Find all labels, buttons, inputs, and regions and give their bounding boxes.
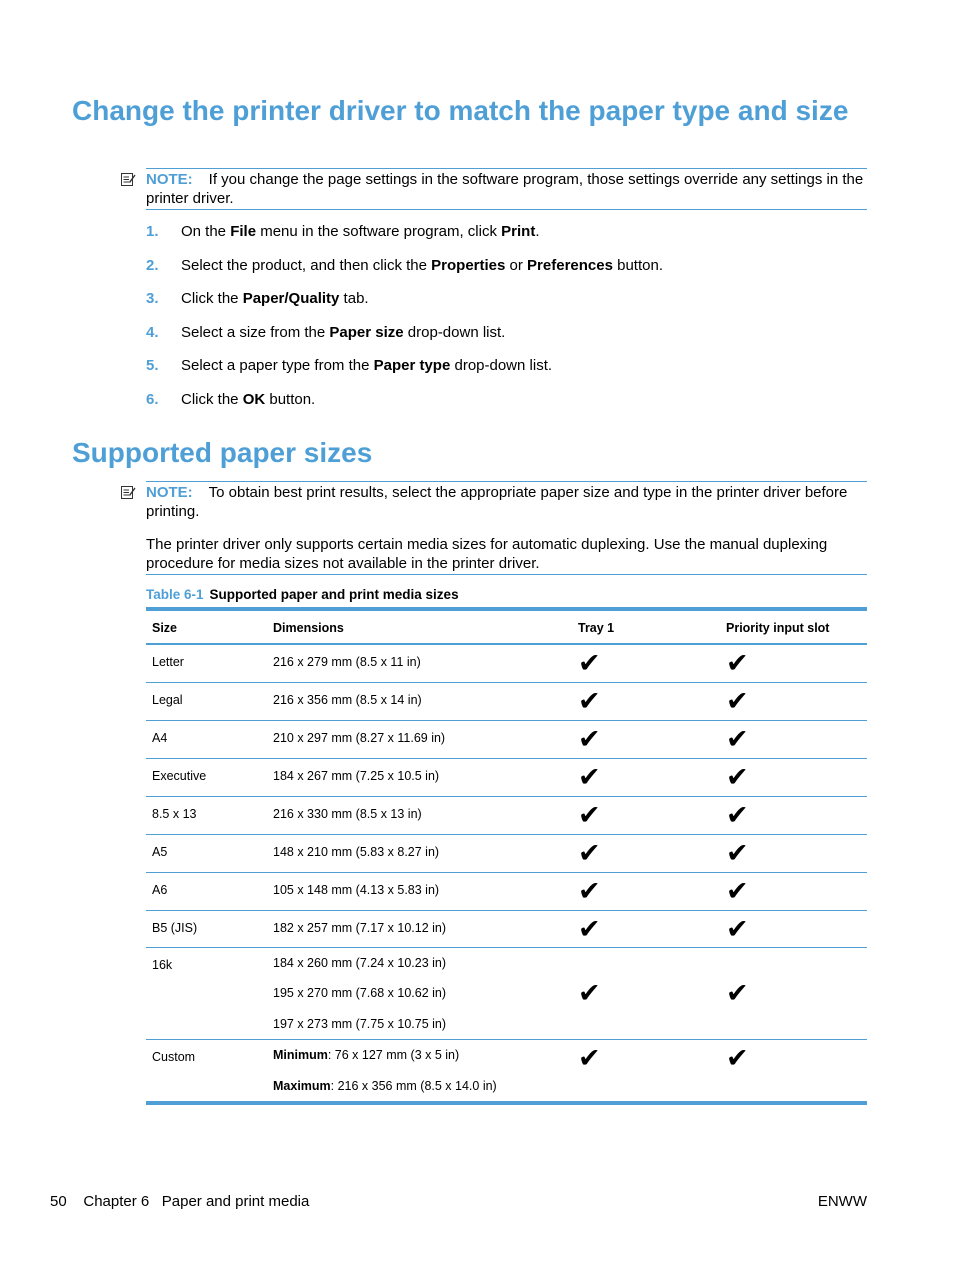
check-mark-icon: ✔ <box>578 977 601 1008</box>
cell-priority-slot <box>720 834 867 872</box>
cell-size: Custom <box>152 1050 196 1065</box>
cell-dimensions <box>267 910 572 947</box>
step-number: 1. <box>146 223 159 240</box>
step-emphasis: Preferences <box>527 256 613 274</box>
table-caption-number: Table 6-1 <box>146 587 204 602</box>
cell-tray1 <box>572 644 720 682</box>
step-item <box>146 323 867 357</box>
table-row <box>146 682 867 720</box>
check-mark-icon: ✔ <box>726 685 749 716</box>
cell-priority-slot <box>720 947 867 1040</box>
footer-right: ENWW <box>817 1193 867 1210</box>
check-mark-icon: ✔ <box>726 875 749 906</box>
steps-list <box>146 222 867 424</box>
cell-priority-slot <box>720 720 867 758</box>
dimension-label: Minimum <box>273 1048 328 1063</box>
step-text <box>181 289 369 308</box>
cell-tray1 <box>572 910 720 947</box>
header-dimensions: Dimensions <box>267 609 572 644</box>
dimension-line <box>273 731 566 745</box>
cell-priority-slot <box>720 682 867 720</box>
note-label: NOTE: <box>146 171 193 188</box>
cell-size: B5 (JIS) <box>146 910 267 947</box>
step-item <box>146 222 867 256</box>
section-title-change-driver: Change the printer driver to match the paper type and size <box>72 95 849 126</box>
step-item <box>146 289 867 323</box>
step-emphasis: OK <box>242 390 266 408</box>
cell-priority-slot <box>720 910 867 947</box>
dimension-text: : 76 x 127 mm (3 x 5 in) <box>327 1048 460 1063</box>
step-text-part: menu in the software program, click <box>256 223 502 240</box>
check-mark-icon: ✔ <box>726 1043 749 1074</box>
footer-chapter-title: Paper and print media <box>161 1193 310 1210</box>
note-box <box>146 481 867 522</box>
cell-size: 8.5 x 13 <box>146 796 267 834</box>
dimension-text: 105 x 148 mm (4.13 x 5.83 in) <box>273 882 440 897</box>
cell-priority-slot <box>720 644 867 682</box>
step-text <box>181 356 552 375</box>
table-row <box>146 796 867 834</box>
dimension-text: 184 x 260 mm (7.24 x 10.23 in) <box>273 955 447 970</box>
note-icon <box>120 484 136 500</box>
cell-tray1 <box>572 720 720 758</box>
cell-dimensions <box>267 720 572 758</box>
table-row <box>146 872 867 910</box>
note-icon <box>120 171 136 187</box>
check-mark-icon: ✔ <box>726 837 749 868</box>
dimension-label: Maximum <box>273 1078 331 1093</box>
check-mark-icon: ✔ <box>578 648 601 678</box>
cell-size: A4 <box>146 720 267 758</box>
dimension-text: 216 x 356 mm (8.5 x 14 in) <box>273 692 422 707</box>
dimension-text: 197 x 273 mm (7.75 x 10.75 in) <box>273 1016 447 1031</box>
step-text-part: . <box>535 223 540 240</box>
cell-dimensions <box>267 834 572 872</box>
dimension-text: 216 x 279 mm (8.5 x 11 in) <box>273 655 421 669</box>
step-emphasis: Properties <box>431 256 506 274</box>
cell-size: A6 <box>146 872 267 910</box>
cell-tray1 <box>572 1040 720 1104</box>
cell-priority-slot <box>720 758 867 796</box>
dimension-text: 216 x 330 mm (8.5 x 13 in) <box>273 806 422 821</box>
table-row <box>146 644 867 682</box>
table-row <box>146 1040 867 1104</box>
dimension-line <box>273 769 566 783</box>
step-item <box>146 256 867 290</box>
table-header-row <box>146 609 867 644</box>
dimension-line <box>273 1009 566 1040</box>
step-text-part: On the <box>181 223 231 240</box>
check-mark-icon: ✔ <box>578 837 601 868</box>
step-text <box>181 390 315 409</box>
section-title-supported-sizes: Supported paper sizes <box>72 437 373 468</box>
check-mark-icon: ✔ <box>578 875 601 906</box>
page-number: 50 <box>50 1193 67 1210</box>
cell-tray1 <box>572 872 720 910</box>
cell-tray1 <box>572 758 720 796</box>
cell-dimensions <box>267 1040 572 1104</box>
step-text-part: or <box>505 256 528 274</box>
cell-tray1 <box>572 796 720 834</box>
step-emphasis: Paper size <box>329 323 404 341</box>
cell-dimensions <box>267 682 572 720</box>
note-text: If you change the page settings in the software program, those settings override any settings in the printer driver. <box>146 171 864 207</box>
dimension-text: 195 x 270 mm (7.68 x 10.62 in) <box>273 986 447 1001</box>
step-emphasis: Print <box>501 223 536 240</box>
note-box <box>146 168 867 210</box>
header-priority-slot: Priority input slot <box>720 609 867 644</box>
step-text-part: Select a paper type from the <box>181 357 374 375</box>
step-text-part: Click the <box>181 390 243 408</box>
dimension-line <box>273 948 566 979</box>
table-caption <box>146 587 459 602</box>
duplex-paragraph: The printer driver only supports certain media sizes for automatic duplexing. Use the manual duplexing procedure for media sizes not available in the printer driver. <box>146 535 867 575</box>
cell-dimensions <box>267 644 572 682</box>
table-row <box>146 758 867 796</box>
check-mark-icon: ✔ <box>578 761 601 792</box>
cell-size: Legal <box>146 682 267 720</box>
step-text-part: button. <box>265 390 316 408</box>
cell-priority-slot <box>720 796 867 834</box>
check-mark-icon: ✔ <box>726 977 749 1008</box>
check-mark-icon: ✔ <box>578 685 601 716</box>
step-number: 3. <box>146 290 159 308</box>
check-mark-icon: ✔ <box>726 799 749 830</box>
step-number: 6. <box>146 390 159 408</box>
cell-size: 16k <box>146 947 267 1040</box>
step-text <box>181 256 663 275</box>
check-mark-icon: ✔ <box>578 913 601 944</box>
check-mark-icon: ✔ <box>726 648 749 678</box>
step-emphasis: Paper/Quality <box>242 290 340 308</box>
cell-size: Executive <box>146 758 267 796</box>
dimension-line <box>273 845 566 859</box>
cell-tray1 <box>572 947 720 1040</box>
step-text-part: button. <box>612 256 663 274</box>
dimension-line <box>273 921 566 935</box>
step-text-part: drop-down list. <box>403 323 506 341</box>
cell-size: Letter <box>146 644 267 682</box>
cell-dimensions <box>267 872 572 910</box>
dimension-line <box>273 655 566 669</box>
step-text-part: Select a size from the <box>181 323 330 341</box>
dimension-line <box>273 883 566 897</box>
note-text: To obtain best print results, select the appropriate paper size and type in the printer driver before printing. <box>146 484 848 520</box>
table-caption-title: Supported paper and print media sizes <box>209 587 459 602</box>
dimension-text: 210 x 297 mm (8.27 x 11.69 in) <box>273 730 446 745</box>
cell-priority-slot <box>720 872 867 910</box>
cell-priority-slot <box>720 1040 867 1104</box>
step-number: 4. <box>146 323 159 341</box>
dimension-text: 148 x 210 mm (5.83 x 8.27 in) <box>273 844 440 859</box>
step-text <box>181 222 540 241</box>
dimension-text: 184 x 267 mm (7.25 x 10.5 in) <box>273 768 440 783</box>
step-text-part: drop-down list. <box>450 357 553 375</box>
dimension-text: 182 x 257 mm (7.17 x 10.12 in) <box>273 920 447 935</box>
step-item <box>146 390 867 424</box>
check-mark-icon: ✔ <box>726 761 749 792</box>
footer-left <box>50 1193 309 1210</box>
check-mark-icon: ✔ <box>578 799 601 830</box>
media-sizes-table <box>146 607 867 1105</box>
table-row <box>146 720 867 758</box>
dimension-line <box>273 693 566 707</box>
step-text <box>181 323 505 342</box>
cell-dimensions <box>267 796 572 834</box>
check-mark-icon: ✔ <box>726 913 749 944</box>
step-item <box>146 356 867 390</box>
step-number: 2. <box>146 256 159 274</box>
cell-dimensions <box>267 947 572 1040</box>
dimension-text: : 216 x 356 mm (8.5 x 14.0 in) <box>330 1078 497 1093</box>
header-tray1: Tray 1 <box>572 609 720 644</box>
check-mark-icon: ✔ <box>578 1043 601 1074</box>
cell-dimensions <box>267 758 572 796</box>
cell-size: A5 <box>146 834 267 872</box>
step-emphasis: File <box>230 223 257 240</box>
step-text-part: Click the <box>181 290 243 308</box>
note-label: NOTE: <box>146 484 193 501</box>
dimension-line <box>273 807 566 821</box>
dimension-line <box>273 978 566 1009</box>
dimension-line <box>273 1040 566 1071</box>
check-mark-icon: ✔ <box>726 723 749 754</box>
table-row <box>146 910 867 947</box>
table-row <box>146 834 867 872</box>
step-number: 5. <box>146 357 159 375</box>
dimension-line <box>273 1071 566 1102</box>
cell-tray1 <box>572 682 720 720</box>
step-text-part: Select the product, and then click the <box>181 256 432 274</box>
step-text-part: tab. <box>339 290 369 308</box>
cell-tray1 <box>572 834 720 872</box>
header-size: Size <box>146 609 267 644</box>
check-mark-icon: ✔ <box>578 723 601 754</box>
footer-chapter: Chapter 6 <box>83 1193 150 1210</box>
table-row <box>146 947 867 1040</box>
step-emphasis: Paper type <box>373 357 451 375</box>
